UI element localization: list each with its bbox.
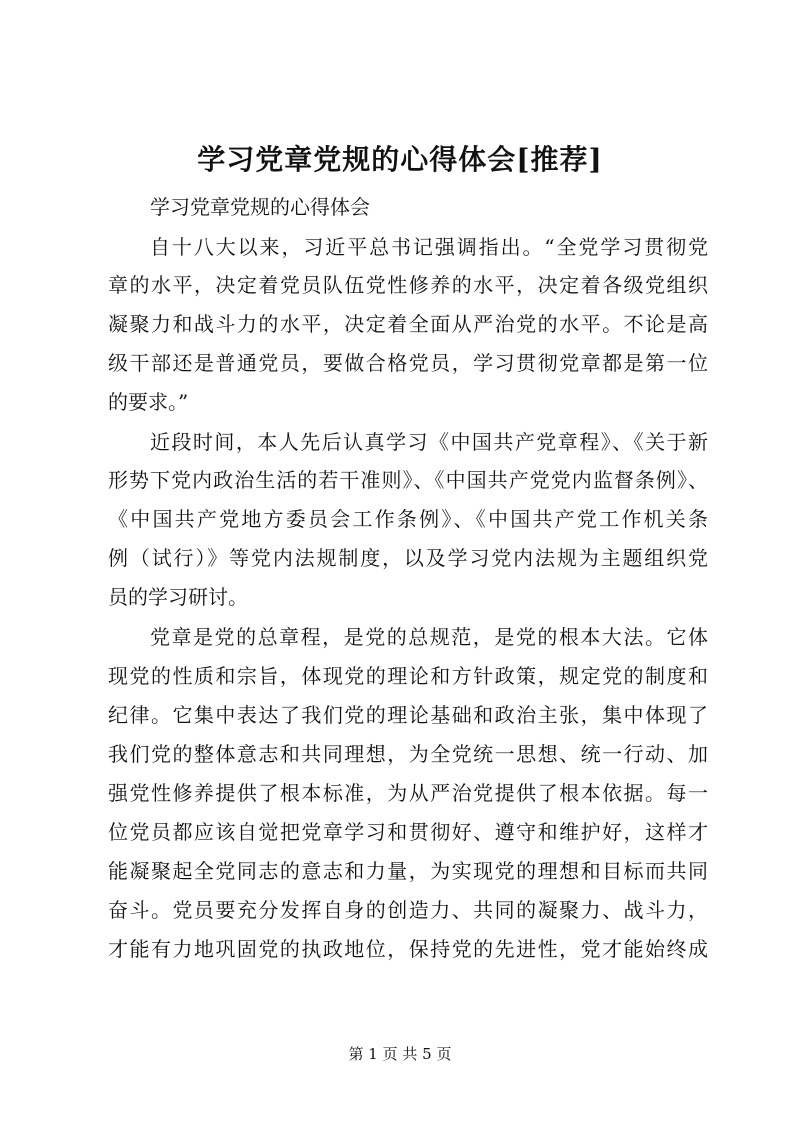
paragraph-3-line-5: 强党性修养提供了根本标准，为从严治党提供了根本依据。每一 bbox=[108, 781, 708, 805]
paragraph-3-line-8: 奋斗。党员要充分发挥自身的创造力、共同的凝聚力、战斗力， bbox=[108, 898, 708, 922]
paragraph-3-line-4: 我们党的整体意志和共同理想，为全党统一思想、统一行动、加 bbox=[108, 742, 708, 766]
paragraph-3-line-9: 才能有力地巩固党的执政地位，保持党的先进性，党才能始终成 bbox=[108, 937, 708, 961]
paragraph-3-line-6: 位党员都应该自觉把党章学习和贯彻好、遵守和维护好，这样才 bbox=[108, 820, 708, 844]
paragraph-1-line-1: 自十八大以来，习近平总书记强调指出。“全党学习贯彻党 bbox=[150, 235, 708, 259]
paragraph-2-line-2: 形势下党内政治生活的若干准则》、《中国共产党党内监督条例》、 bbox=[108, 468, 708, 492]
paragraph-2-line-3: 《中国共产党地方委员会工作条例》、《中国共产党工作机关条 bbox=[108, 507, 708, 531]
paragraph-1-line-2: 章的水平，决定着党员队伍党性修养的水平，决定着各级党组织 bbox=[108, 273, 708, 297]
paragraph-1-line-4: 级干部还是普通党员，要做合格党员，学习贯彻党章都是第一位 bbox=[108, 351, 708, 375]
paragraph-2-line-5: 员的学习研讨。 bbox=[108, 585, 248, 609]
paragraph-2-line-1: 近段时间，本人先后认真学习《中国共产党章程》、《关于新 bbox=[150, 430, 708, 454]
paragraph-3-line-2: 现党的性质和宗旨，体现党的理论和方针政策，规定党的制度和 bbox=[108, 664, 708, 688]
paragraph-1-line-3: 凝聚力和战斗力的水平，决定着全面从严治党的水平。不论是高 bbox=[108, 312, 708, 336]
paragraph-3-line-3: 纪律。它集中表达了我们党的理论基础和政治主张，集中体现了 bbox=[108, 703, 708, 727]
paragraph-2-line-4: 例（试行）》等党内法规制度，以及学习党内法规为主题组织党 bbox=[108, 546, 708, 570]
subtitle-line: 学习党章党规的心得体会 bbox=[150, 195, 370, 219]
page-number-footer: 第 1 页 共 5 页 bbox=[348, 1045, 452, 1063]
paragraph-3-line-7: 能凝聚起全党同志的意志和力量，为实现党的理想和目标而共同 bbox=[108, 859, 708, 883]
paragraph-1-line-5: 的要求。” bbox=[108, 390, 189, 414]
document-title: 学习党章党规的心得体会[推荐] bbox=[197, 143, 603, 176]
paragraph-3-line-1: 党章是党的总章程，是党的总规范，是党的根本大法。它体 bbox=[150, 625, 708, 649]
